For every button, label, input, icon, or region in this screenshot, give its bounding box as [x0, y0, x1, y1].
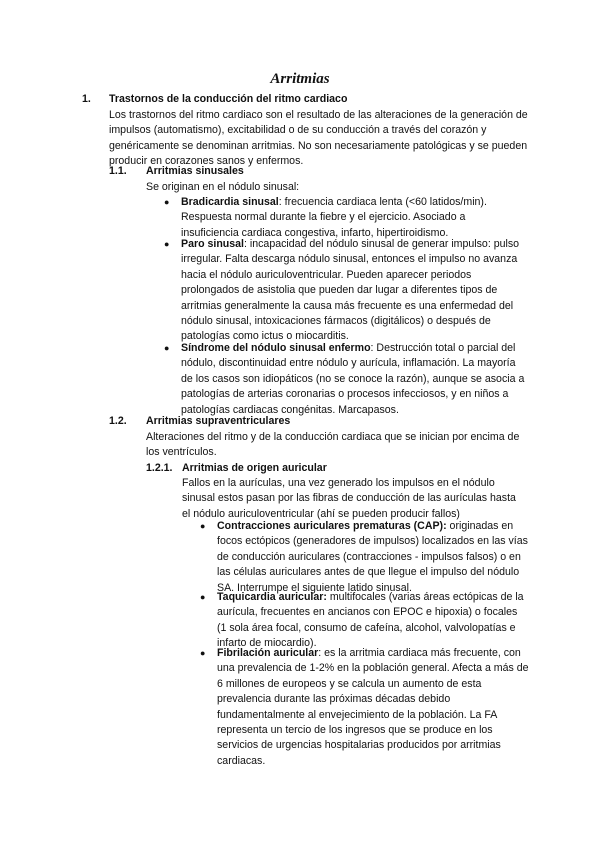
bullet-icon: ● — [164, 343, 170, 353]
term: Fibrilación auricular — [217, 647, 319, 659]
term: Taquicardia auricular: — [217, 591, 327, 603]
document-title: Arritmias — [270, 71, 330, 87]
section-1-number: 1. — [82, 93, 91, 105]
description: : frecuencia cardiaca lenta (<60 latidos/min). Respuesta normal durante la fiebre y el ejercicio. Asociado a insuficiencia cardiaca congestiva, infarto, hipertiroidismo. — [181, 196, 487, 239]
section-1-2-number: 1.2. — [109, 415, 127, 427]
description: : incapacidad del nódulo sinusal de generar impulso: pulso irregular. Falta descarga nódulo sinusal, entonces el impulso no avanza hacia el nódulo auriculoventricular. Pueden aparecer periodos prolongados de asistolia que pueden dar lugar a diferentes tipos de arritmias generalmente la causa más frecuente es una enfermedad del nódulo sinusal, intoxicaciones fármacos (digitálicos) o después de patologías como ictus o miocarditis. — [181, 238, 520, 343]
term: Paro sinusal — [181, 238, 244, 250]
bullet-icon: ● — [200, 592, 206, 602]
section-1-heading: Trastornos de la conducción del ritmo cardiaco — [109, 93, 348, 105]
section-1-2-1-intro: Fallos en la aurículas, una vez generado los impulsos en el nódulo sinusal estos pasan por las fibras de conducción de las aurículas hasta el nódulo auriculoventricular (ahí se pueden producir fallos) — [182, 477, 516, 520]
section-1-2-intro: Alteraciones del ritmo y de la conducción cardiaca que se inician por encima de los ventrículos. — [146, 431, 520, 459]
term: Síndrome del nódulo sinusal enfermo — [181, 342, 371, 354]
list-item-taquicardia — [217, 590, 529, 652]
list-item-sindrome-nodulo — [181, 341, 526, 418]
bullet-icon: ● — [200, 648, 206, 658]
section-1-1-intro: Se originan en el nódulo sinusal: — [146, 181, 300, 193]
description: multifocales (varias áreas ectópicas de la aurícula, frecuentes en ancianos con EPOC e hipoxia) o focales (1 sola área focal, consumo de cafeína, alcohol, valvolopatías e infarto de miocardio). — [217, 591, 524, 650]
section-1-2-heading: Arritmias supraventriculares — [146, 415, 291, 427]
list-item-cap — [217, 519, 529, 596]
list-item-paro-sinusal — [181, 237, 526, 345]
term: Bradicardia sinusal — [181, 196, 279, 208]
bullet-icon: ● — [200, 521, 206, 531]
section-1-1-heading: Arritmias sinusales — [146, 165, 244, 177]
bullet-icon: ● — [164, 239, 170, 249]
bullet-icon: ● — [164, 197, 170, 207]
section-1-1-number: 1.1. — [109, 165, 127, 177]
section-1-2-1-number: 1.2.1. — [146, 462, 173, 474]
description: : Destrucción total o parcial del nódulo, discontinuidad entre nódulo y aurícula, inflamación. La mayoría de los casos son idiopáticos (no se conoce la razón), aunque se asocia a patologías de arterias coronarias o procesos infecciosos, y en niños a patologías cardiacas congénitas. Marcapasos. — [181, 342, 525, 416]
section-1-2-1-heading: Arritmias de origen auricular — [182, 462, 327, 474]
description: originadas en focos ectópicos (generadores de impulsos) localizados en las vías de conducción auriculares (contracciones - impulsos falsos) o en las células auriculares antes de que llegue el impulso del nódulo SA. Interrumpe el siguiente latido sinusal. — [217, 520, 528, 594]
list-item-fibrilacion — [217, 646, 529, 769]
section-1-paragraph: Los trastornos del ritmo cardiaco son el resultado de las alteraciones de la generación de impulsos (automatismo), excitabilidad o de su conducción a través del corazón y genéricamente se denominan arritmias. No son necesariamente patológicas y se pueden producir en corazones sanos y enfermos. — [109, 109, 528, 168]
list-item-bradicardia — [181, 195, 521, 241]
description: : es la arritmia cardiaca más frecuente, con una prevalencia de 1-2% en la población general. Afecta a más de 6 millones de europeos y se calcula un aumento de esta prevalencia durante las próximas décadas debido fundamentalmente al envejecimiento de la población. La FA representa un tercio de los ingresos que se produce en los servicios de urgencias hospitalarias producidos por arritmias cardiacas. — [217, 647, 529, 767]
term: Contracciones auriculares prematuras (CAP): — [217, 520, 447, 532]
